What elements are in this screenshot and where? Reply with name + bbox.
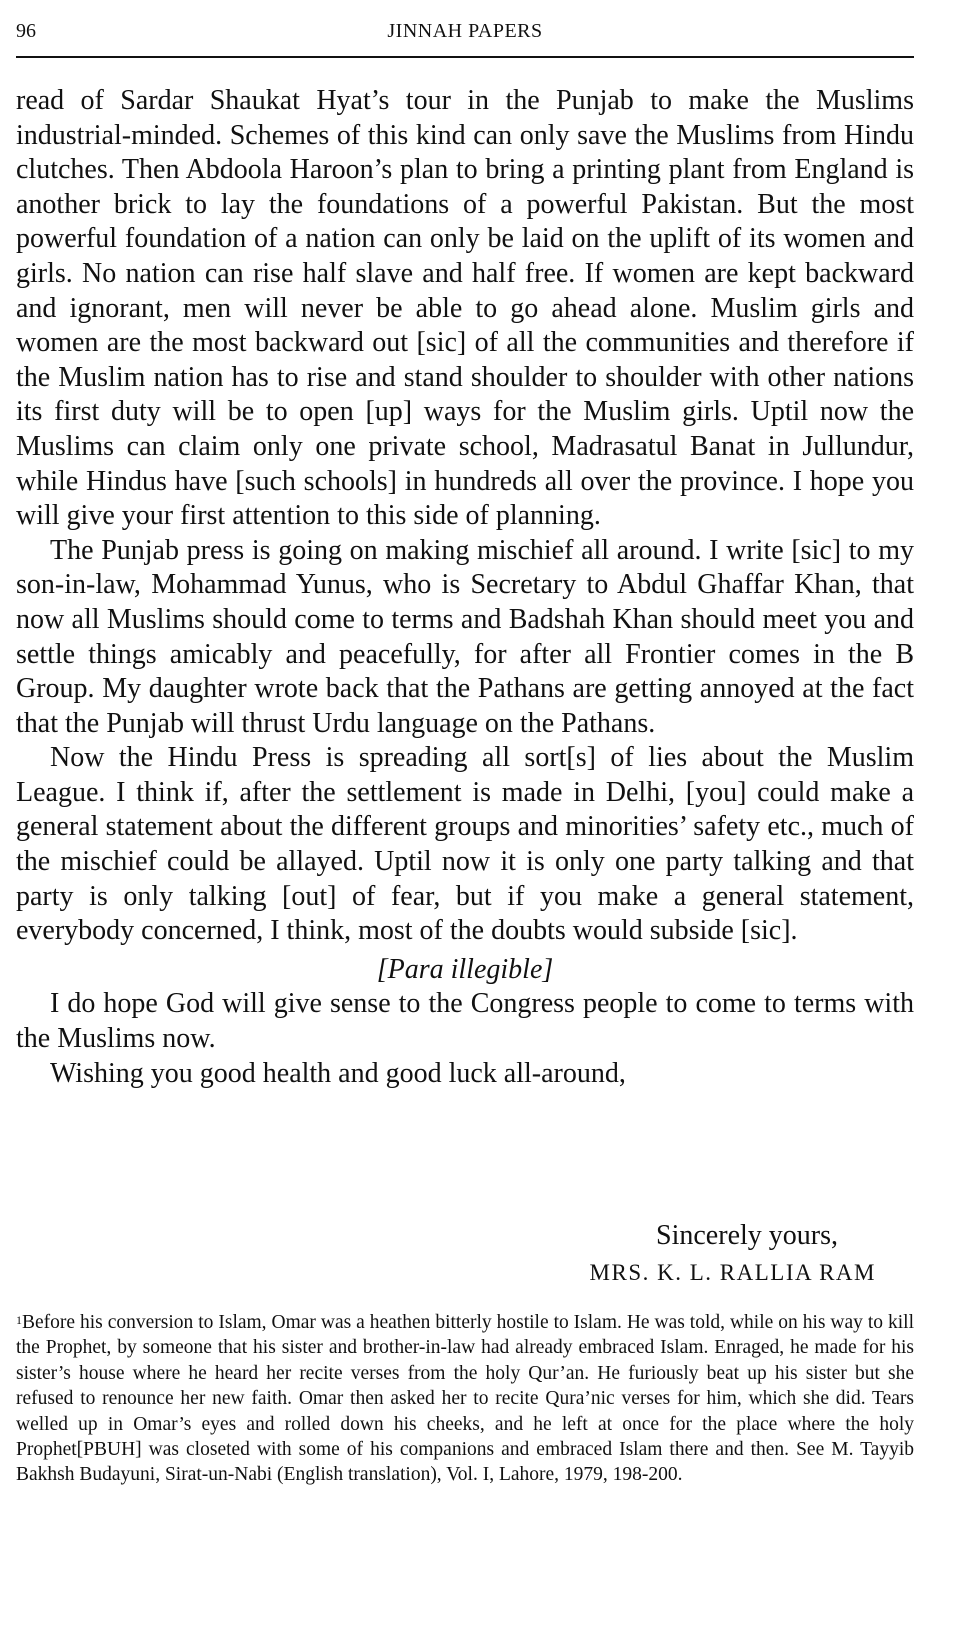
running-head: JINNAH PAPERS	[387, 20, 543, 42]
letter-body	[16, 84, 914, 1091]
paragraph-2: The Punjab press is going on making mischief all around. I write [sic] to my son-in-law, Mohammad Yunus, who is Secretary to Abdul Ghaffar Khan, that now all Muslims should come to terms and Badshah Khan should meet you and settle things amicably and peacefully, for after all Frontier comes in the B Group. My daughter wrote back that the Pathans are getting annoyed at the fact that the Punjab will thrust Urdu language on the Pathans.	[16, 534, 914, 739]
illegible-note: [Para illegible]	[376, 953, 554, 985]
footnote-marker: 1	[16, 1313, 22, 1327]
paragraph-1: read of Sardar Shaukat Hyat’s tour in the Punjab to make the Muslims industrial-minded. Schemes of this kind can only save the Muslims from Hindu clutches. Then Abdoola Haroon’s plan to bring a printing plant from England is another brick to lay the foundations of a powerful Pakistan. But the most powerful foundation of a nation can only be laid on the uplift of its women and girls. No nation can rise half slave and half free. If women are kept backward and ignorant, men will never be able to go ahead alone. Muslim girls and women are the most backward out [sic] of all the communities and therefore if the Muslim nation has to rise and stand shoulder to shoulder with other nations its first duty will be to open [up] ways for the Muslim girls. Uptil now the Muslims can claim only one private school, Madrasatul Banat in Jullundur, while Hindus have [such schools] in hundreds all over the province. I hope you will give your first attention to this side of planning.	[16, 85, 914, 532]
page-header	[16, 14, 914, 48]
header-rule	[16, 56, 914, 58]
closing: Sincerely yours,	[656, 1220, 838, 1251]
paragraph-3: Now the Hindu Press is spreading all sort[s] of lies about the Muslim League. I think if, after the settlement is made in Delhi, [you] could make a general statement about the different groups and minorities’ safety etc., much of the mischief could be allayed. Uptil now it is only one party talking and that party is only talking [out] of fear, but if you make a general statement, everybody concerned, I think, most of the doubts would subside [sic].	[16, 742, 914, 947]
footnote	[16, 1310, 914, 1488]
footnote-text: Before his conversion to Islam, Omar was a heathen bitterly hostile to Islam. He was told, while on his way to kill the Prophet, by someone that his sister and brother-in-law had already embraced Islam. Enraged, he made for his sister’s house where he heard her recite verses from the holy Qur’an. He furiously beat up his sister but she refused to renounce her new faith. Omar then asked her to recite Qura’nic verses for him, which she did. Tears welled up in Omar’s eyes and rolled down his cheeks, and he left at once for the place where the holy Prophet[PBUH] was closeted with some of his companions and embraced Islam there and then. See M. Tayyib Bakhsh Budayuni, Sirat-un-Nabi (English translation), Vol. I, Lahore, 1979, 198-200.	[16, 1312, 914, 1486]
page-number: 96	[16, 20, 36, 42]
paragraph-4: I do hope God will give sense to the Congress people to come to terms with the Muslims now.	[16, 988, 914, 1055]
signature-name: MRS. K. L. RALLIA RAM	[589, 1260, 876, 1285]
paragraph-5: Wishing you good health and good luck all-around,	[50, 1057, 626, 1089]
